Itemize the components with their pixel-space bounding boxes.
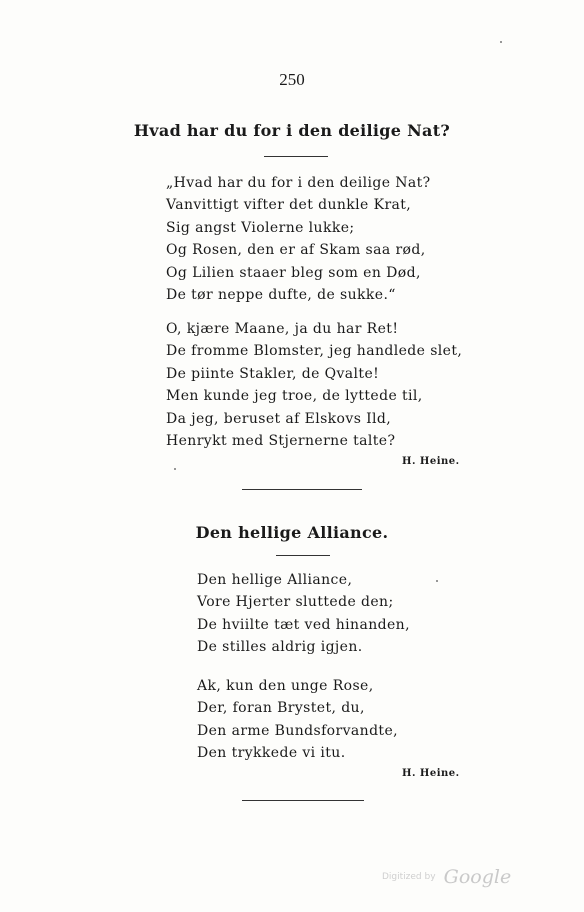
verse-line: De tør neppe dufte, de sukke.“ xyxy=(166,287,396,304)
verse-line: Og Lilien staaer bleg som en Død, xyxy=(166,264,421,281)
verse-line: Den arme Bundsforvandte, xyxy=(197,722,398,739)
print-speck xyxy=(174,468,176,470)
digitized-watermark xyxy=(382,866,511,888)
verse-line: Henrykt med Stjernerne talte? xyxy=(166,433,396,450)
section-divider xyxy=(242,489,362,490)
print-speck xyxy=(436,580,438,582)
poem-1-signature: H. Heine. xyxy=(402,456,460,467)
end-divider xyxy=(242,800,364,801)
verse-line: De piinte Stakler, de Qvalte! xyxy=(166,365,380,382)
poem-1-stanza-1 xyxy=(166,172,431,306)
verse-line: Sig angst Violerne lukke; xyxy=(166,219,355,236)
verse-line: Vore Hjerter sluttede den; xyxy=(197,594,394,611)
verse-line: Ak, kun den unge Rose, xyxy=(197,678,374,694)
poem-2-title: Den hellige Alliance. xyxy=(195,523,389,542)
watermark-prefix: Digitized by xyxy=(382,872,436,882)
verse-line: Der, foran Brystet, du, xyxy=(197,700,365,717)
poem-1-title: Hvad har du for i den deilige Nat? xyxy=(133,121,451,140)
print-speck xyxy=(500,41,502,43)
verse-line: Men kunde jeg troe, de lyttede til, xyxy=(166,388,423,405)
verse-line: Og Rosen, den er af Skam saa rød, xyxy=(166,242,426,259)
google-logo: Google xyxy=(443,866,512,888)
poem-1-title-rule xyxy=(264,156,328,157)
verse-line: De stilles aldrig igjen. xyxy=(197,639,363,656)
verse-line: Den trykkede vi itu. xyxy=(197,745,346,762)
poem-2-stanza-1 xyxy=(197,569,410,659)
page-number: 250 xyxy=(279,70,305,89)
verse-line: „Hvad har du for i den deilige Nat? xyxy=(166,175,431,191)
verse-line: Den hellige Alliance, xyxy=(197,572,353,588)
poem-2-stanza-2 xyxy=(197,675,398,765)
verse-line: Da jeg, beruset af Elskovs Ild, xyxy=(166,410,392,427)
verse-line: De fromme Blomster, jeg handlede slet, xyxy=(166,343,463,360)
verse-line: O, kjære Maane, ja du har Ret! xyxy=(166,321,399,337)
poem-2-signature: H. Heine. xyxy=(402,768,460,779)
poem-1-stanza-2 xyxy=(166,318,462,452)
poem-2-title-rule xyxy=(276,555,330,556)
verse-line: De hviilte tæt ved hinanden, xyxy=(197,616,410,633)
verse-line: Vanvittigt vifter det dunkle Krat, xyxy=(166,197,412,214)
